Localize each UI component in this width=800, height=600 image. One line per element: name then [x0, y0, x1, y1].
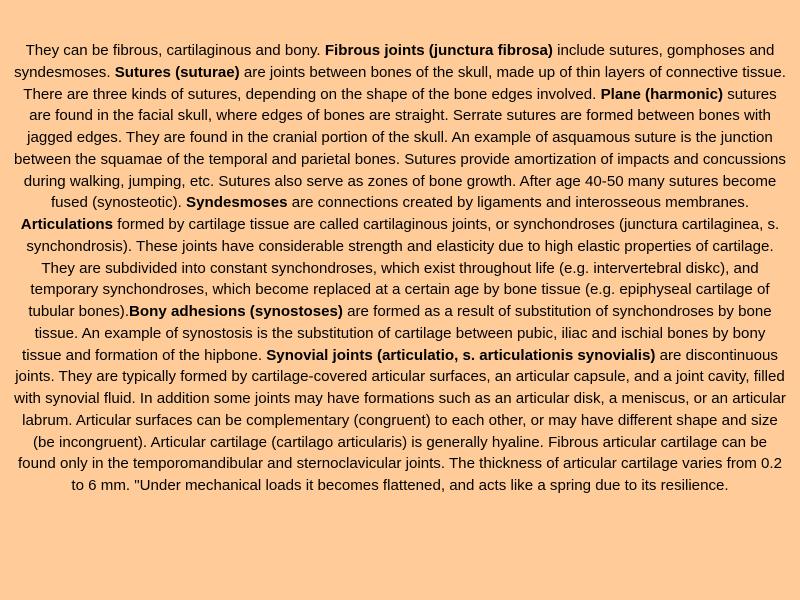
text-segment: are formed as a result of substitution of synchondroses by bone tissue. An example of synostosis is the substitution of cartilage between pubic, iliac and ischial bones by bony tissue and formation of the hipbone. — [22, 303, 772, 364]
body-paragraph — [14, 40, 786, 497]
text-segment: sutures are found in the facial skull, where edges of bones are straight. Serrate sutures are formed between bones with jagged edges. They are found in the cranial portion of the skull. An example of asquamous suture is the junction between the squamae of the temporal and parietal bones. Sutures provide amortization of impacts and concussions during walking, jumping, etc. Sutures also serve as zones of bone growth. After age 40-50 many sutures become fused (synosteotic). — [14, 85, 786, 212]
text-segment: include sutures, gomphoses and syndesmoses. — [14, 42, 775, 81]
term-synovial-joints: Synovial joints (articulatio, s. articulationis synovialis) — [266, 346, 656, 364]
text-segment: They can be fibrous, cartilaginous and bony. — [25, 42, 325, 59]
term-syndesmoses: Syndesmoses — [186, 194, 288, 212]
text-segment: formed by cartilage tissue are called cartilaginous joints, or synchondroses (junctura cartilaginea, s. synchondrosis). These joints have considerable strength and elasticity due to high elastic properties of cartilage. They are subdivided into constant synchondroses, which exist throughout life (e.g. intervertebral diskc), and temporary synchondroses, which become replaced at a certain age by bone tissue (e.g. epiphyseal cartilage of tubular bones). — [26, 216, 780, 320]
text-segment: are discontinuous joints. They are typically formed by cartilage-covered articular surfaces, an articular capsule, and a joint cavity, filled with synovial fluid. In addition some joints may have formations such as an articular disk, a meniscus, or an articular labrum. Articular surfaces can be complementary (congruent) to each other, or may have different shape and size (be incongruent). Articular cartilage (cartilago articularis) is generally hyaline. Fibrous articular cartilage can be found only in the temporomandibular and sternoclavicular joints. The thickness of articular cartilage varies from 0.2 to 6 mm. "Under mechanical loads it becomes flattened, and acts like a spring due to its resilience. — [14, 346, 786, 494]
term-fibrous-joints: Fibrous joints (junctura fibrosa) — [324, 42, 553, 59]
term-articulations: Articulations — [20, 216, 114, 233]
term-bony-adhesions: Bony adhesions (synostoses) — [129, 303, 343, 320]
term-sutures: Sutures (suturae) — [114, 63, 240, 81]
term-plane-harmonic: Plane (harmonic) — [600, 85, 724, 103]
text-segment: are joints between bones of the skull, made up of thin layers of connective tissue. There are three kinds of sutures, depending on the shape of the bone edges involved. — [23, 63, 786, 103]
text-segment: are connections created by ligaments and interosseous membranes. — [287, 194, 750, 212]
